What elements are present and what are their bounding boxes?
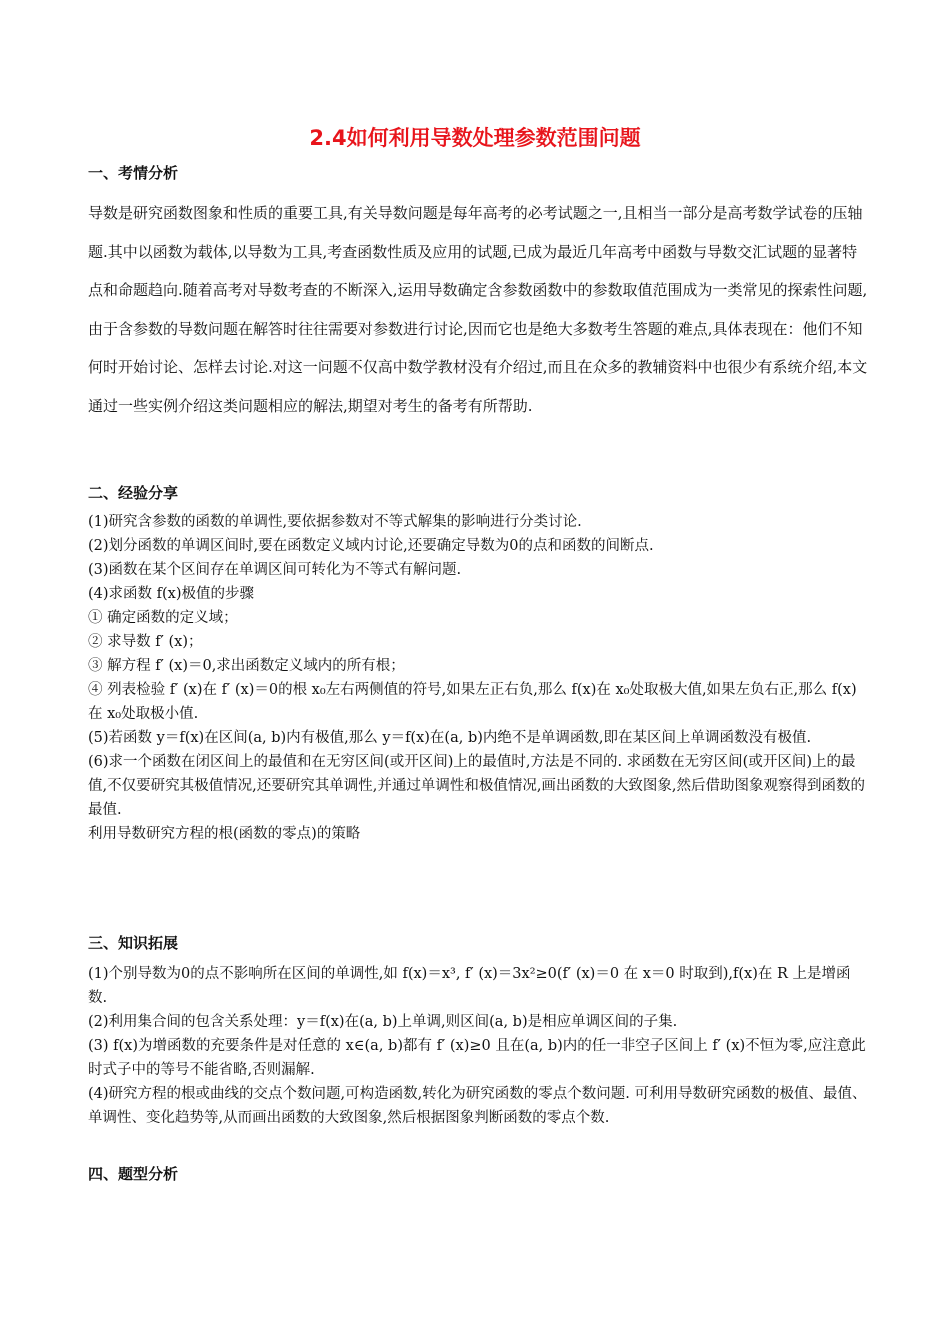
section-heading-experience: 二、经验分享 [88, 484, 179, 502]
section-experience-list [88, 510, 868, 846]
section-knowledge-list [88, 962, 868, 1130]
list-item: 利用导数研究方程的根(函数的零点)的策略 [88, 826, 361, 842]
section-heading-analysis: 一、考情分析 [88, 164, 179, 182]
section-heading-knowledge: 三、知识拓展 [88, 934, 179, 952]
list-item: (4)研究方程的根或曲线的交点个数问题,可构造函数,转化为研究函数的零点个数问题. 可利用导数研究函数的极值、最值、单调性、变化趋势等,从而画出函数的大致图象,然后根据图象判断函数的零点个数. [88, 1086, 867, 1126]
list-item: (3)函数在某个区间存在单调区间可转化为不等式有解问题. [88, 562, 462, 578]
list-item: (4)求函数 f(x)极值的步骤 [88, 586, 255, 602]
list-item: (5)若函数 y＝f(x)在区间(a, b)内有极值,那么 y＝f(x)在(a, b)内绝不是单调函数,即在某区间上单调函数没有极值. [88, 730, 812, 746]
section-heading-question-types: 四、题型分析 [88, 1165, 179, 1183]
list-item: ③ 解方程 f′ (x)＝0,求出函数定义域内的所有根； [88, 658, 405, 674]
list-item: (3) f(x)为增函数的充要条件是对任意的 x∈(a, b)都有 f′ (x)≥0 且在(a, b)内的任一非空子区间上 f′ (x)不恒为零,应注意此时式子中的等号不能省略,否则漏解. [88, 1038, 866, 1078]
section-analysis-body: 导数是研究函数图象和性质的重要工具,有关导数问题是每年高考的必考试题之一,且相当一部分是高考数学试卷的压轴题.其中以函数为载体,以导数为工具,考查函数性质及应用的试题,已成为最近几年高考中函数与导数交汇试题的显著特点和命题趋向.随着高考对导数考查的不断深入,运用导数确定含参数函数中的参数取值范围成为一类常见的探索性问题,由于含参数的导数问题在解答时往往需要对参数进行讨论,因而它也是绝大多数考生答题的难点,具体表现在：他们不知何时开始讨论、怎样去讨论.对这一问题不仅高中数学教材没有介绍过,而且在众多的教辅资料中也很少有系统介绍,本文通过一些实例介绍这类问题相应的解法,期望对考生的备考有所帮助. [88, 204, 868, 415]
list-item: ② 求导数 f′ (x)； [88, 634, 203, 650]
document-title: 2.4如何利用导数处理参数范围问题 [309, 126, 641, 150]
list-item: ④ 列表检验 f′ (x)在 f′ (x)＝0的根 x₀左右两侧值的符号,如果左正右负,那么 f(x)在 x₀处取极大值,如果左负右正,那么 f(x)在 x₀处取极小值. [88, 682, 857, 722]
list-item: (1)个别导数为0的点不影响所在区间的单调性,如 f(x)＝x³, f′ (x)＝3x²≥0(f′ (x)＝0 在 x＝0 时取到),f(x)在 R 上是增函数. [88, 966, 851, 1006]
list-item: ① 确定函数的定义域； [88, 610, 238, 626]
list-item: (2)利用集合间的包含关系处理：y＝f(x)在(a, b)上单调,则区间(a, b)是相应单调区间的子集. [88, 1014, 678, 1030]
list-item: (2)划分函数的单调区间时,要在函数定义域内讨论,还要确定导数为0的点和函数的间断点. [88, 538, 654, 554]
list-item: (1)研究含参数的函数的单调性,要依据参数对不等式解集的影响进行分类讨论. [88, 514, 582, 530]
list-item: (6)求一个函数在闭区间上的最值和在无穷区间(或开区间)上的最值时,方法是不同的. 求函数在无穷区间(或开区间)上的最值,不仅要研究其极值情况,还要研究其单调性,并通过单调性和极值情况,画出函数的大致图象,然后借助图象观察得到函数的最值. [88, 754, 866, 818]
